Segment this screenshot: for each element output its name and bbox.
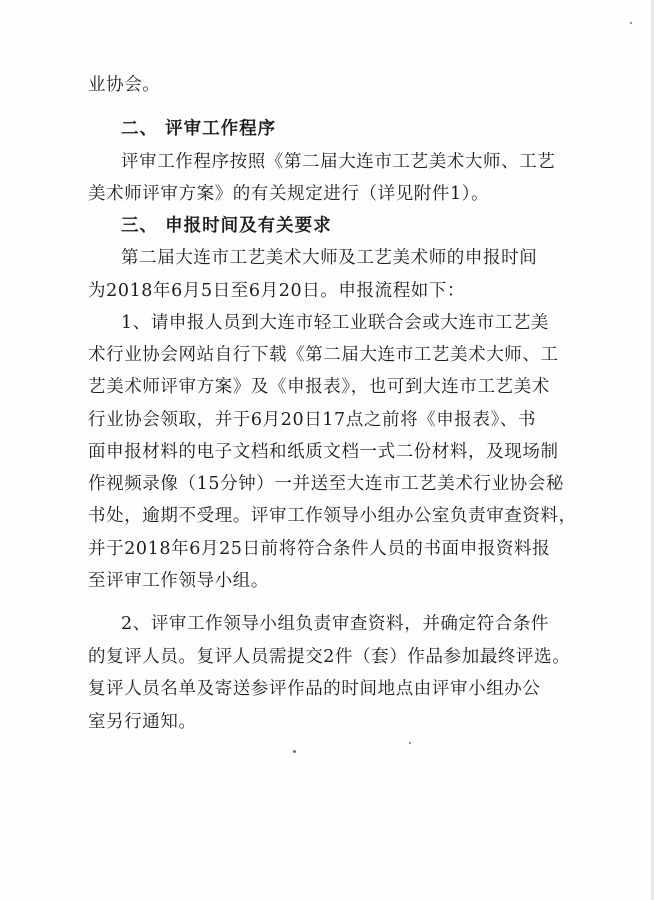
section-heading-2: 二、 评审工作程序: [121, 119, 277, 139]
scan-speck: [630, 22, 632, 24]
text-line: 第二届大连市工艺美术大师及工艺美术师的申报时间: [121, 248, 538, 268]
text-line: 2、评审工作领导小组负责审查资料，并确定符合条件: [121, 614, 550, 634]
text-line: 业协会。: [88, 75, 161, 95]
section-heading-3: 三、 申报时间及有关要求: [121, 216, 332, 236]
scan-speck: [409, 742, 411, 744]
text-line: 复评人员名单及寄送参评作品的时间地点由评审小组办公: [88, 679, 541, 699]
text-line: 行业协会领取，并于6月20日17点之前将《申报表》、书: [88, 410, 537, 430]
text-line: 作视频录像（15分钟）一并送至大连市工艺美术行业协会秘: [88, 474, 564, 494]
text-line: 书处，逾期不受理。评审工作领导小组办公室负责审查资料，: [88, 506, 577, 526]
scan-speck: [293, 750, 296, 753]
text-line: 术行业协会网站自行下载《第二届大连市工艺美术大师、工: [88, 345, 559, 365]
text-line: 的复评人员。复评人员需提交2件（套）作品参加最终评选。: [88, 647, 571, 667]
text-line: 1、请申报人员到大连市轻工业联合会或大连市工艺美: [121, 313, 550, 333]
text-line: 艺美术师评审方案》及《申报表》，也可到大连市工艺美术: [88, 377, 550, 397]
text-line: 室另行通知。: [88, 712, 197, 732]
text-line: 面申报材料的电子文档和纸质文档一式二份材料，及现场制: [88, 442, 559, 462]
text-line: 至评审工作领导小组。: [88, 571, 269, 591]
text-line: 评审工作程序按照《第二届大连市工艺美术大师、工艺: [121, 152, 556, 172]
text-line: 并于2018年6月25日前将符合条件人员的书面申报资料报: [88, 539, 551, 559]
text-line: 美术师评审方案》的有关规定进行（详见附件1）。: [88, 184, 490, 204]
text-line: 为2018年6月5日至6月20日。申报流程如下：: [88, 281, 466, 301]
